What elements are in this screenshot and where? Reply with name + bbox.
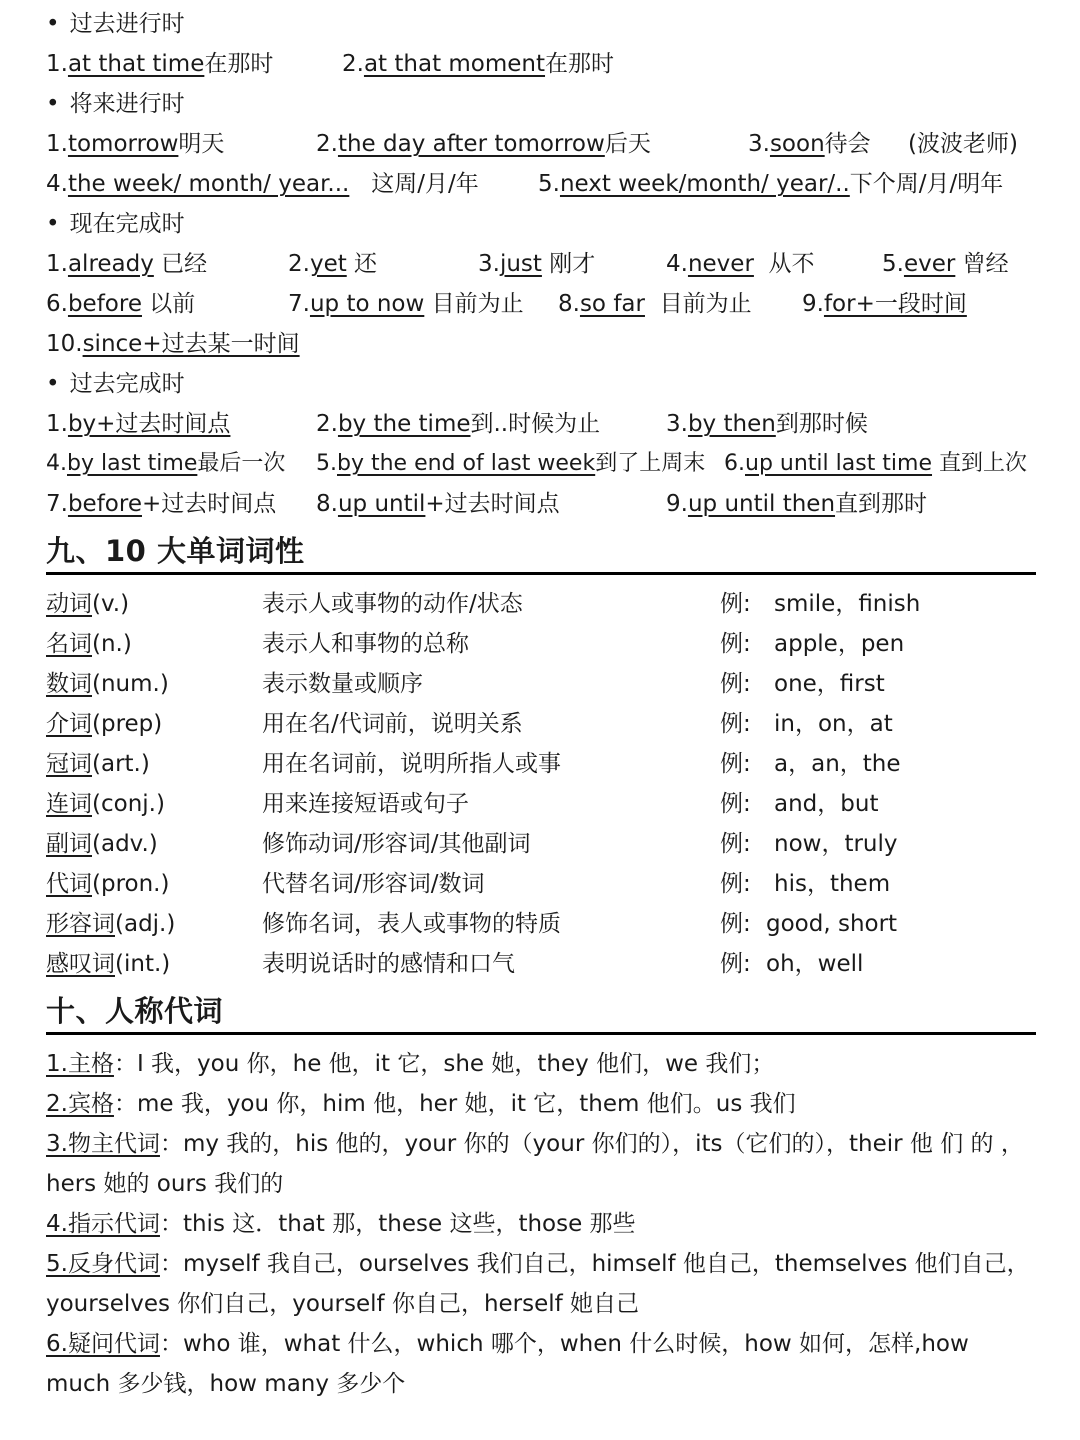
pronoun-label: 6.疑问代词 bbox=[46, 1331, 160, 1357]
example-text: his，them bbox=[774, 871, 891, 897]
example-text: in，on，at bbox=[774, 711, 893, 737]
list-item: 6.before 以前 bbox=[46, 291, 196, 317]
list-item: 7.up to now 目前为止 bbox=[288, 291, 524, 317]
list-item: 8.so far 目前为止 bbox=[558, 291, 752, 317]
example-label: 例: bbox=[720, 591, 751, 617]
bullet-icon: • bbox=[46, 11, 60, 37]
row-past-perfect-2 bbox=[46, 444, 1040, 484]
list-item: 9.for+一段时间 bbox=[802, 291, 967, 317]
table-row: 数词(num.) 表示数量或顺序 例: one，first bbox=[46, 664, 1040, 704]
pronoun-label: 3.物主代词 bbox=[46, 1131, 160, 1157]
list-item: 4.the week/ month/ year... 这周/月/年 bbox=[46, 171, 479, 197]
row-future-continuous-1 bbox=[46, 124, 1040, 164]
pos-desc: 用在名词前，说明所指人或事 bbox=[262, 751, 561, 777]
pos-name: 数词 bbox=[46, 671, 92, 697]
list-item: 3.soon待会 bbox=[748, 131, 871, 157]
example-label: 例: bbox=[720, 911, 751, 937]
table-row: 介词(prep) 用在名/代词前，说明关系 例: in，on，at bbox=[46, 704, 1040, 744]
row-past-perfect-1 bbox=[46, 404, 1040, 444]
list-item: 3.物主代词：my 我的，his 他的，your 你的（your 你们的），its（它们的），their 他 们 的 ，hers 她的 ours 我们的 bbox=[46, 1131, 1024, 1197]
list-item: 5.by the end of last week到了上周末 bbox=[316, 451, 706, 476]
table-row: 动词(v.) 表示人或事物的动作/状态 例: smile，finish bbox=[46, 584, 1040, 624]
pos-name: 动词 bbox=[46, 591, 92, 617]
table-row: 冠词(art.) 用在名词前，说明所指人或事 例: a，an，the bbox=[46, 744, 1040, 784]
bullet-icon: • bbox=[46, 371, 60, 397]
pos-name: 副词 bbox=[46, 831, 92, 857]
pos-name: 介词 bbox=[46, 711, 92, 737]
table-row: 感叹词(int.) 表明说话时的感情和口气 例: oh，well bbox=[46, 944, 1040, 984]
example-label: 例: bbox=[720, 711, 751, 737]
pos-desc: 用在名/代词前，说明关系 bbox=[262, 711, 523, 737]
list-item: 2.by the time到..时候为止 bbox=[316, 411, 601, 437]
example-label: 例: bbox=[720, 631, 751, 657]
heading-present-perfect: • 现在完成时 bbox=[46, 211, 185, 237]
pronoun-label: 2.宾格 bbox=[46, 1091, 114, 1117]
row-present-perfect-2 bbox=[46, 284, 1040, 324]
example-text: apple，pen bbox=[774, 631, 905, 657]
list-item: 6.up until last time 直到上次 bbox=[724, 451, 1028, 476]
list-item: 4.never 从不 bbox=[666, 251, 815, 277]
list-item: 2.the day after tomorrow后天 bbox=[316, 131, 651, 157]
row-present-perfect-3 bbox=[46, 324, 1040, 364]
example-label: 例: bbox=[720, 671, 751, 697]
example-text: a，an，the bbox=[774, 751, 901, 777]
pos-desc: 修饰名词，表人或事物的特质 bbox=[262, 911, 561, 937]
row-past-perfect-3 bbox=[46, 484, 1040, 524]
example-text: now，truly bbox=[774, 831, 898, 857]
pos-desc: 代替名词/形容词/数词 bbox=[262, 871, 485, 897]
list-item: 5.next week/month/ year/..下个周/月/明年 bbox=[538, 171, 1004, 197]
pos-desc: 表示人和事物的总称 bbox=[262, 631, 469, 657]
example-label: 例: bbox=[720, 751, 751, 777]
list-item: 1.tomorrow明天 bbox=[46, 131, 225, 157]
pos-name: 代词 bbox=[46, 871, 92, 897]
heading-past-continuous: • 过去进行时 bbox=[46, 11, 185, 37]
list-item: 4.by last time最后一次 bbox=[46, 451, 286, 476]
section-heading-pos: 九、10 大单词词性 bbox=[46, 534, 1036, 575]
list-item: 2.yet 还 bbox=[288, 251, 378, 277]
bullet-icon: • bbox=[46, 211, 60, 237]
teacher-note: (波波老师) bbox=[908, 131, 1018, 157]
table-row: 代词(pron.) 代替名词/形容词/数词 例: his，them bbox=[46, 864, 1040, 904]
list-item: 2.at that moment在那时 bbox=[342, 51, 615, 77]
table-row: 连词(conj.) 用来连接短语或句子 例: and，but bbox=[46, 784, 1040, 824]
list-item: 1.already 已经 bbox=[46, 251, 208, 277]
row-past-continuous bbox=[46, 44, 1040, 84]
pos-desc: 表明说话时的感情和口气 bbox=[262, 951, 515, 977]
table-row: 形容词(adj.) 修饰名词，表人或事物的特质 例: good, short bbox=[46, 904, 1040, 944]
list-item: 2.宾格：me 我，you 你，him 他，her 她，it 它，them 他们。us 我们 bbox=[46, 1091, 796, 1117]
example-text: and，but bbox=[774, 791, 879, 817]
pronoun-label: 4.指示代词 bbox=[46, 1211, 160, 1237]
list-item: 3.by then到那时候 bbox=[666, 411, 868, 437]
pronoun-label: 5.反身代词 bbox=[46, 1251, 160, 1277]
list-item: 5.ever 曾经 bbox=[882, 251, 1009, 277]
table-row: 副词(adv.) 修饰动词/形容词/其他副词 例: now，truly bbox=[46, 824, 1040, 864]
list-item: 10.since+过去某一时间 bbox=[46, 331, 300, 357]
pos-desc: 用来连接短语或句子 bbox=[262, 791, 469, 817]
example-text: oh，well bbox=[766, 951, 864, 977]
pos-desc: 表示人或事物的动作/状态 bbox=[262, 591, 523, 617]
example-text: one，first bbox=[774, 671, 885, 697]
list-item: 1.by+过去时间点 bbox=[46, 411, 231, 437]
section-heading-pronouns: 十、人称代词 bbox=[46, 994, 1036, 1035]
list-item: 4.指示代词：this 这．that 那，these 这些，those 那些 bbox=[46, 1211, 636, 1237]
example-label: 例: bbox=[720, 951, 751, 977]
pos-name: 名词 bbox=[46, 631, 92, 657]
example-text: smile，finish bbox=[774, 591, 921, 617]
example-text: good, short bbox=[766, 911, 898, 937]
pos-name: 感叹词 bbox=[46, 951, 115, 977]
list-item: 8.up until+过去时间点 bbox=[316, 491, 560, 517]
list-item: 7.before+过去时间点 bbox=[46, 491, 277, 517]
list-item: 3.just 刚才 bbox=[478, 251, 596, 277]
list-item: 1.at that time在那时 bbox=[46, 51, 274, 77]
list-item: 5.反身代词：myself 我自己，ourselves 我们自己，himself 他自己，themselves 他们自己，yourselves 你们自己，yourself 你自己，herself 她自己 bbox=[46, 1251, 1030, 1317]
example-label: 例: bbox=[720, 831, 751, 857]
pos-desc: 表示数量或顺序 bbox=[262, 671, 423, 697]
heading-future-continuous: • 将来进行时 bbox=[46, 91, 185, 117]
pos-desc: 修饰动词/形容词/其他副词 bbox=[262, 831, 531, 857]
list-item: 1.主格：I 我，you 你，he 他，it 它，she 她，they 他们，we 我们； bbox=[46, 1051, 775, 1077]
example-label: 例: bbox=[720, 791, 751, 817]
example-label: 例: bbox=[720, 871, 751, 897]
pos-name: 冠词 bbox=[46, 751, 92, 777]
pos-name: 连词 bbox=[46, 791, 92, 817]
pos-name: 形容词 bbox=[46, 911, 115, 937]
bullet-icon: • bbox=[46, 91, 60, 117]
row-present-perfect-1 bbox=[46, 244, 1040, 284]
table-row: 名词(n.) 表示人和事物的总称 例: apple，pen bbox=[46, 624, 1040, 664]
list-item: 9.up until then直到那时 bbox=[666, 491, 928, 517]
row-future-continuous-2 bbox=[46, 164, 1040, 204]
list-item: 6.疑问代词：who 谁，what 什么，which 哪个，when 什么时候，how 如何，怎样,how much 多少钱，how many 多少个 bbox=[46, 1331, 969, 1397]
pronoun-label: 1.主格 bbox=[46, 1051, 114, 1077]
heading-past-perfect: • 过去完成时 bbox=[46, 371, 185, 397]
